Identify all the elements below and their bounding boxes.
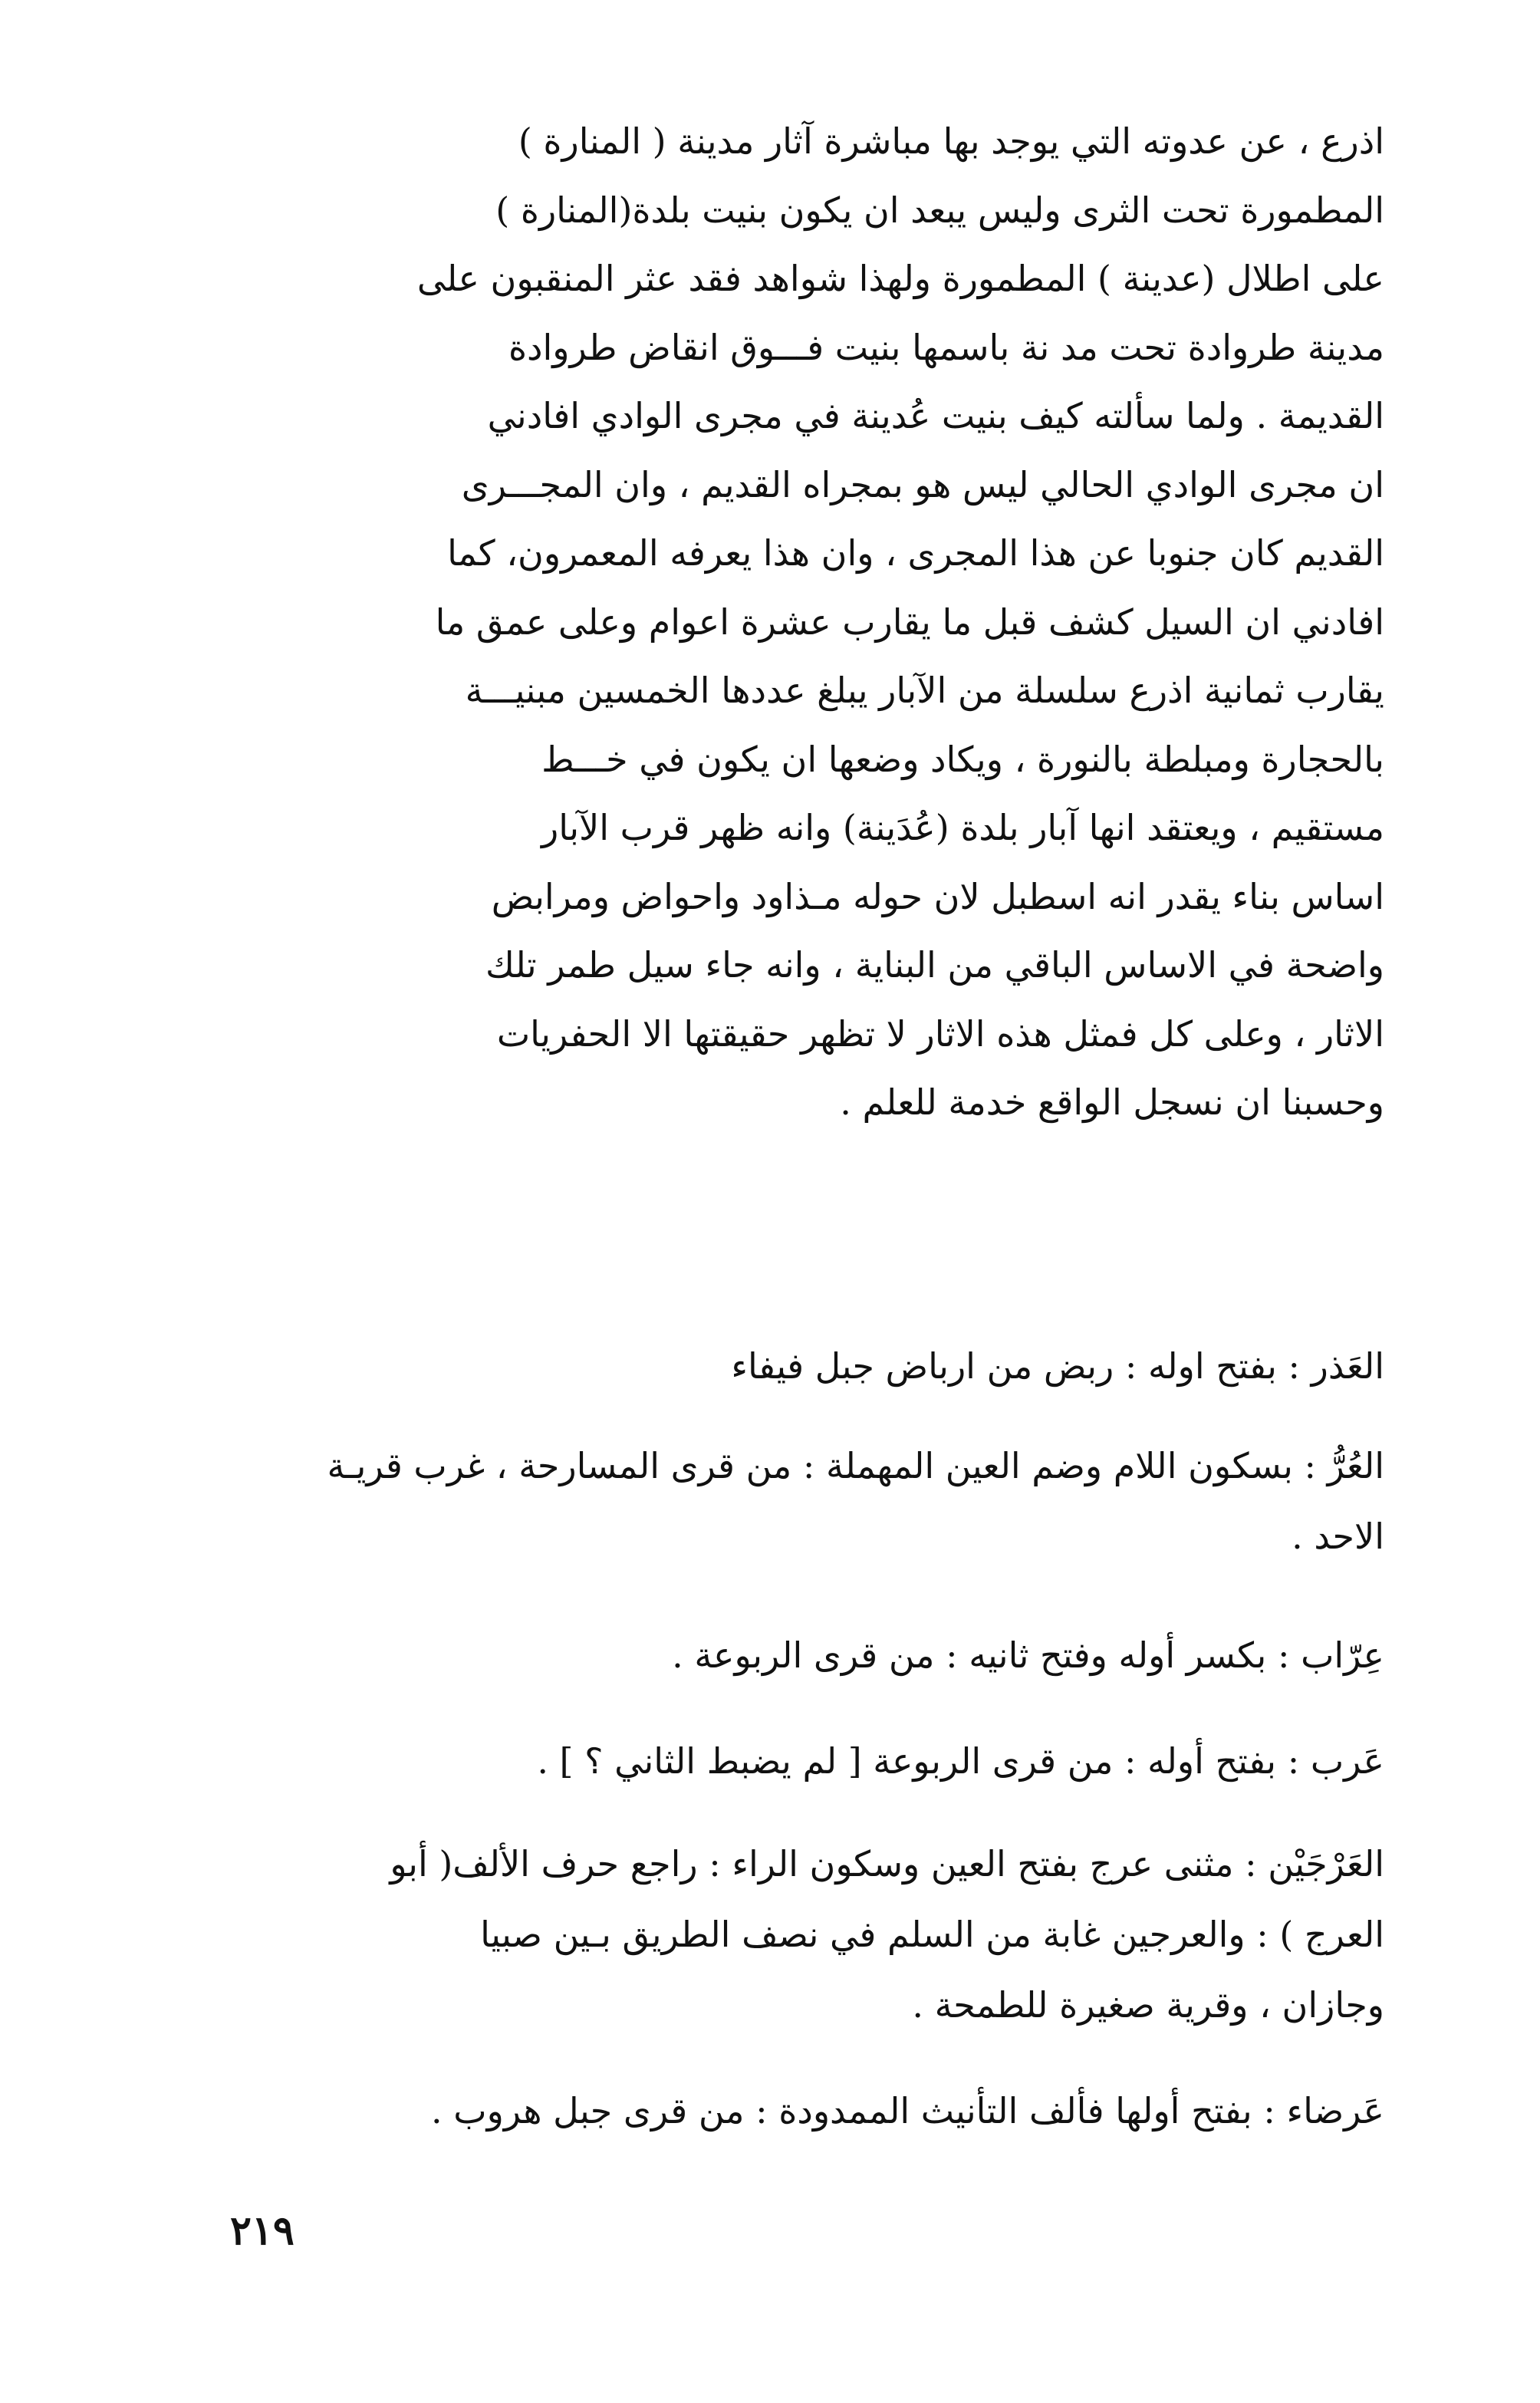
paragraph-line: ان مجرى الوادي الحالي ليس هو بمجراه القديم ، وان المجـــرى (461, 463, 1384, 505)
paragraph-line: مدينة طروادة تحت مد نة باسمها بنيت فـــوق انقاض طروادة (508, 326, 1384, 368)
entry-line: عِرّاب : بكسر أوله وفتح ثانيه : من قرى الربوعة . (672, 1634, 1384, 1676)
entry-irrab (173, 1620, 1384, 1690)
entry-line: العُرُّ : بسكون اللام وضم العين المهملة : من قرى المسارحة ، غرب قريـة (327, 1445, 1384, 1486)
entry-alurr (173, 1430, 1384, 1572)
page-number: ٢١٩ (230, 2207, 295, 2254)
entry-line: الاحد . (1292, 1516, 1384, 1557)
entry-line: وجازان ، وقرية صغيرة للطمحة . (912, 1984, 1384, 2026)
paragraph-line: افادني ان السيل كشف قبل ما يقارب عشرة اعوام وعلى عمق ما (435, 601, 1384, 643)
paragraph-line: الاثار ، وعلى كل فمثل هذه الاثار لا تظهر حقيقتها الا الحفريات (496, 1012, 1384, 1055)
entry-line: عَرب : بفتح أوله : من قرى الربوعة [ لم يضبط الثاني ؟ ] . (537, 1740, 1384, 1782)
paragraph-line: القديمة . ولما سألته كيف بنيت عُدينة في مجرى الوادي افادني (487, 395, 1384, 436)
main-paragraph (173, 107, 1384, 1137)
entry-aladhr (173, 1331, 1384, 1401)
paragraph-line: وحسبنا ان نسجل الواقع خدمة للعلم . (840, 1081, 1384, 1123)
paragraph-line: على اطلال (عدينة ) المطمورة ولهذا شواهد فقد عثر المنقبون على (416, 258, 1384, 299)
entry-line: العَرْجَيْن : مثنى عرج بفتح العين وسكون الراء : راجع حرف الألف( أبو (390, 1843, 1384, 1885)
paragraph-line: واضحة في الاساس الباقي من البناية ، وانه جاء سيل طمر تلك (485, 944, 1384, 986)
entry-arab (173, 1726, 1384, 1796)
paragraph-line: القديم كان جنوبا عن هذا المجرى ، وان هذا يعرفه المعمرون، كما (447, 532, 1384, 574)
paragraph-line: مستقيم ، ويعتقد انها آبار بلدة (عُدَينة) وانه ظهر قرب الآبار (541, 807, 1384, 848)
entry-line: العرج ) : والعرجين غابة من السلم في نصف الطريق بـين صبيا (480, 1914, 1384, 1955)
entry-ardaa (173, 2075, 1384, 2146)
paragraph-line: المطمورة تحت الثرى وليس يبعد ان يكون بنيت بلدة(المنارة ) (495, 189, 1384, 231)
entry-alarjayn (173, 1829, 1384, 2040)
entry-line: عَرضاء : بفتح أولها فألف التأنيث الممدودة : من قرى جبل هروب . (431, 2090, 1384, 2131)
paragraph-line: اذرع ، عن عدوته التي يوجد بها مباشرة آثار مدينة ( المنارة ) (518, 120, 1384, 162)
entry-line: العَذر : بفتح اوله : ربض من ارباض جبل فيفاء (731, 1345, 1384, 1387)
paragraph-line: بالحجارة ومبلطة بالنورة ، ويكاد وضعها ان يكون في خـــط (541, 738, 1384, 780)
paragraph-line: اساس بناء يقدر انه اسطبل لان حوله مـذاود واحواض ومرابض (491, 875, 1384, 917)
paragraph-line: يقارب ثمانية اذرع سلسلة من الآبار يبلغ عددها الخمسين مبنيـــة (465, 670, 1384, 711)
